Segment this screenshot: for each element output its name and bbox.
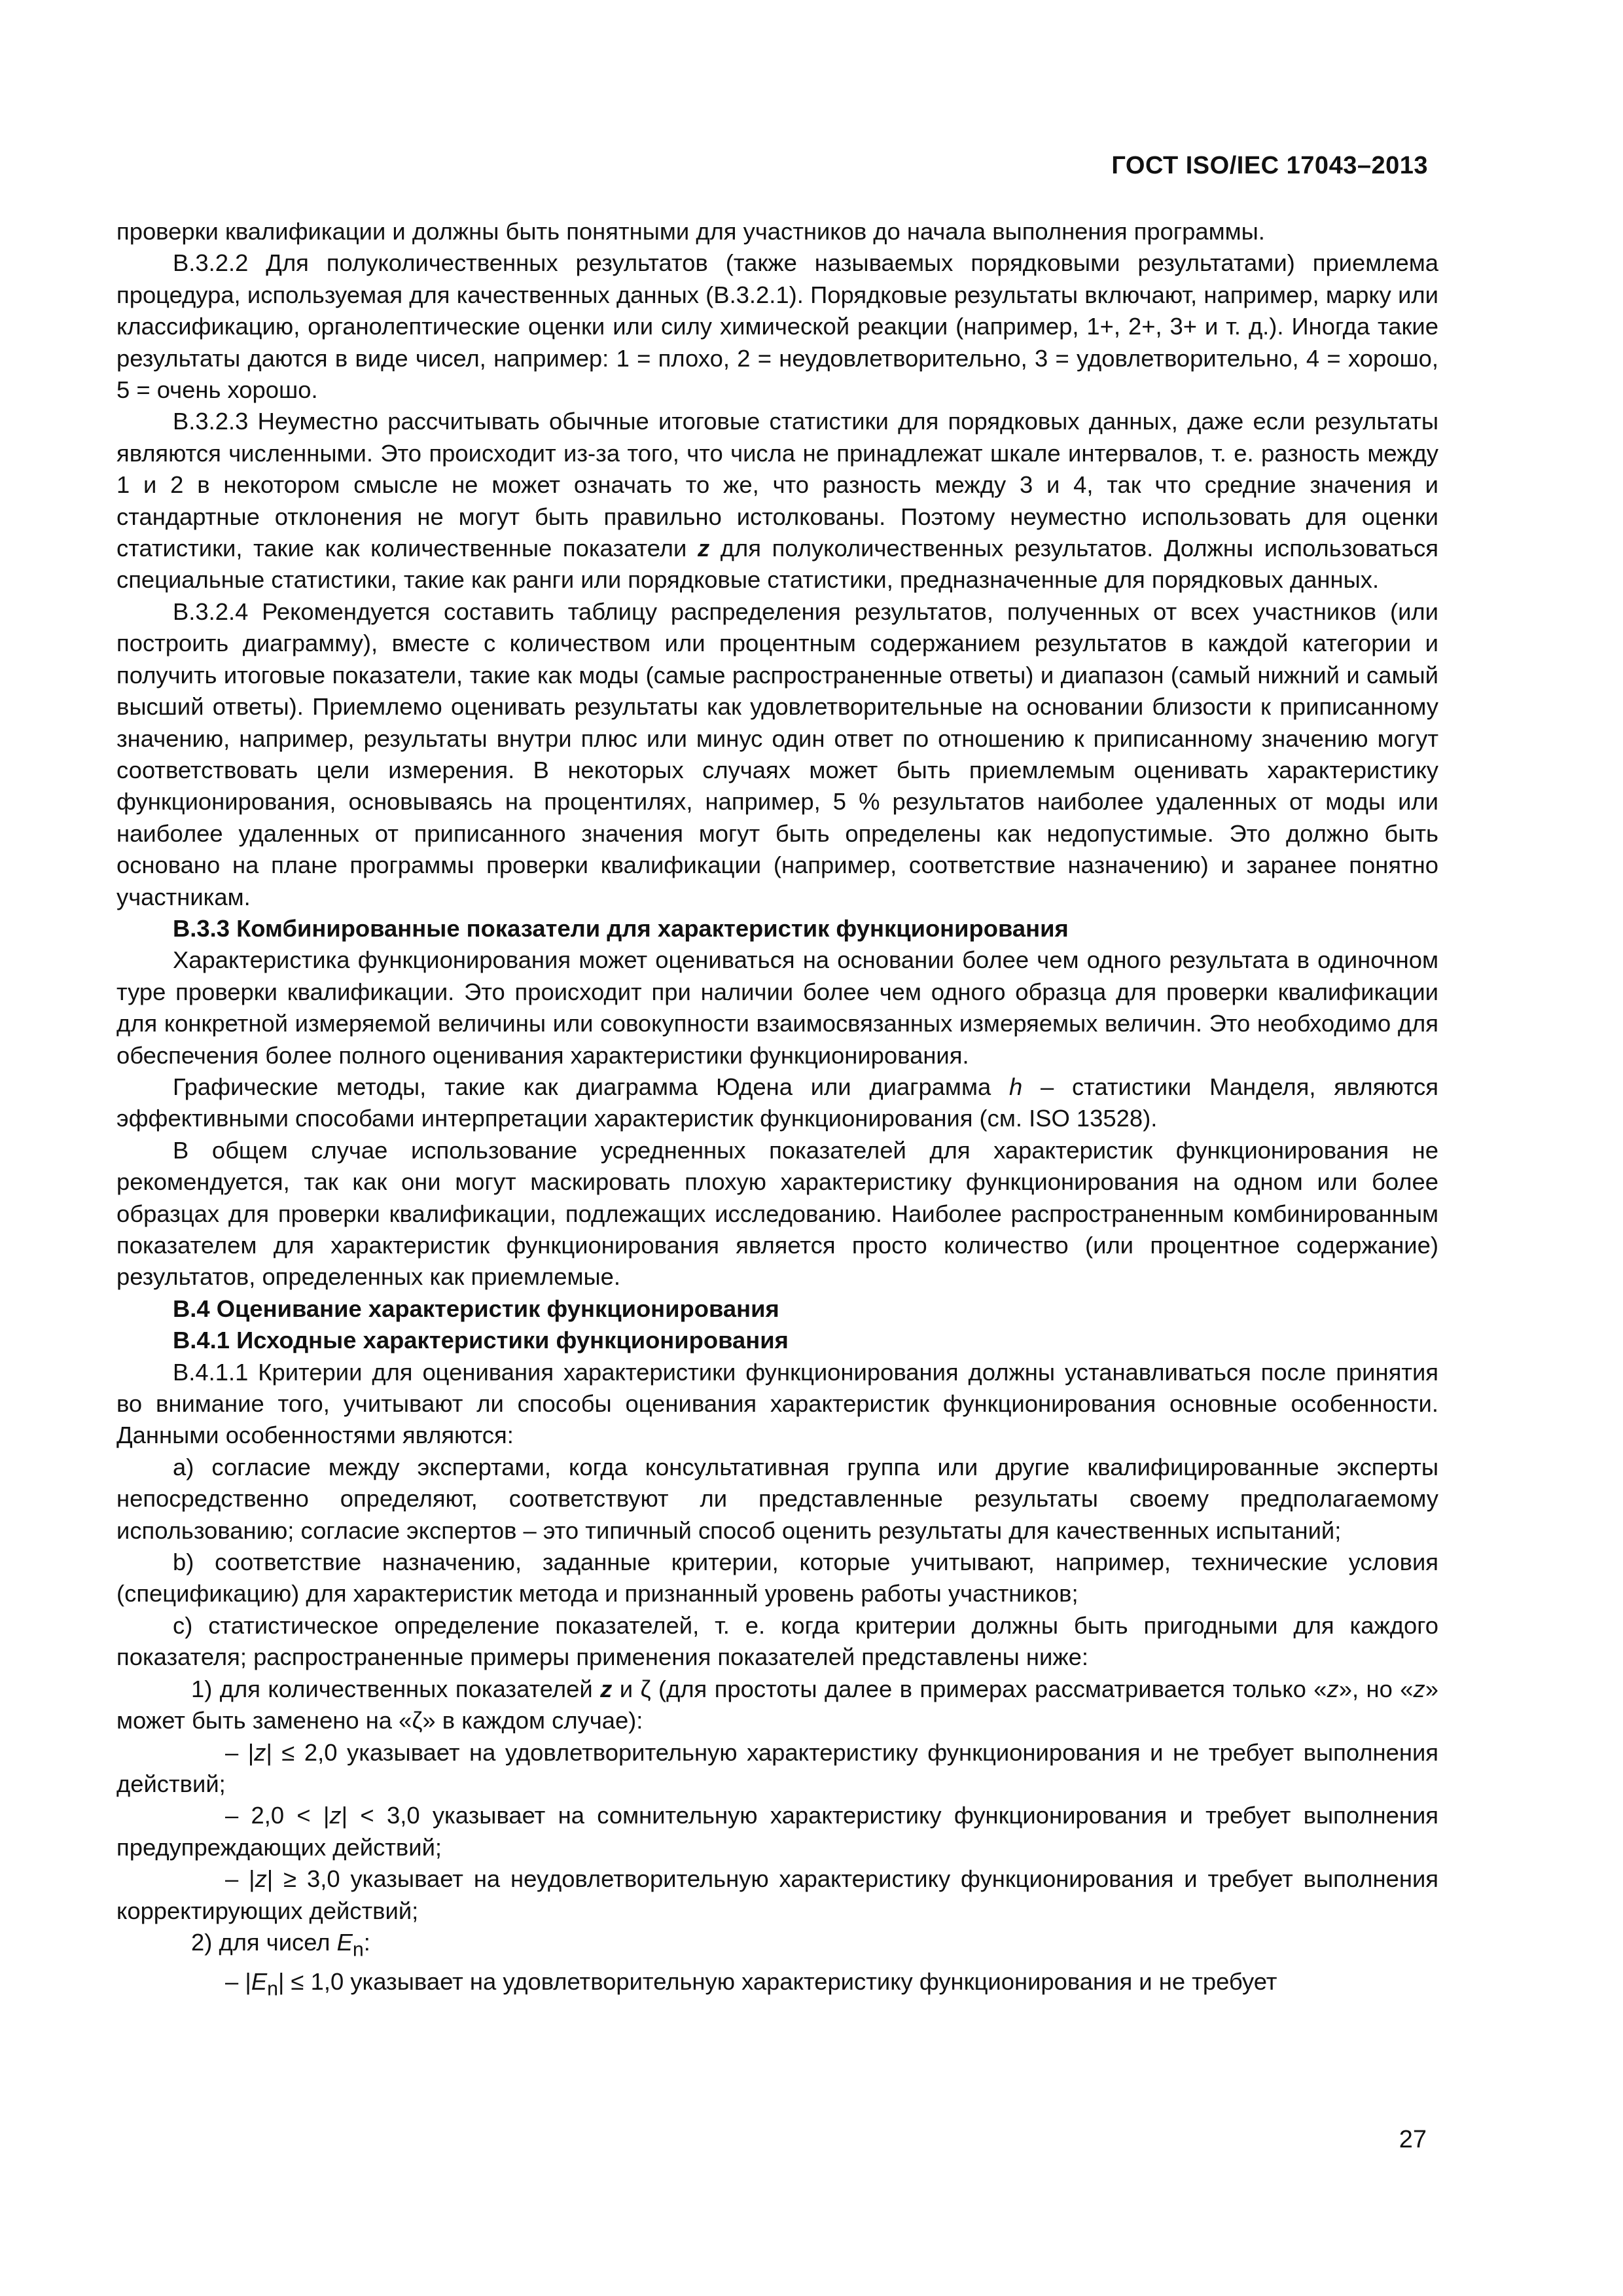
text-run: – 2,0 < | (225, 1802, 330, 1829)
text-run: – статистики Манделя, являются эффективными способами интерпретации характеристик функционирования (см. ISO 13528). (116, 1073, 1438, 1132)
text-run: | ≤ 1,0 указывает на удовлетворительную характеристику функционирования и не требует (277, 1967, 1277, 1995)
section-heading-b-4-1: В.4.1 Исходные характеристики функционирования (173, 1327, 789, 1354)
symbol-e: E (251, 1967, 268, 1995)
dash-item (116, 1737, 1438, 1801)
symbol-z: z (1413, 1675, 1425, 1702)
dash-item (116, 1863, 1438, 1927)
list-item-b: b) соответствие назначению, заданные критерии, которые учитывают, например, технические условия (спецификацию) для характеристик метода и признанный уровень работы участников; (116, 1549, 1438, 1607)
text-run: В.3.2.3 Неуместно рассчитывать обычные итоговые статистики для порядковых данных, даже если результаты являются численными. Это происходит из-за того, что числа не принадлежат шкале интервалов, т. е. разность между 1 и 2 в некотором смысле не может означать то же, что разность между 3 и 4, так что средние значения и стандартные отклонения не могут быть правильно истолкованы. Поэтому неуместно использовать для оценки статистики, такие как количественные показатели (116, 408, 1438, 562)
dash-item (116, 1800, 1438, 1863)
paragraph-b-4-1-1: В.4.1.1 Критерии для оценивания характеристики функционирования должны устанавливаться после принятия во внимание того, учитывают ли способы оценивания характеристик функционирования основные особенности. Данными особенностями являются: (116, 1358, 1438, 1449)
list-item-2 (116, 1927, 1438, 1966)
paragraph: Характеристика функционирования может оцениваться на основании более чем одного результата в одиночном туре проверки квалификации. Это происходит при наличии более чем одного образца для проверки квалификации для конкретной измеряемой величины или совокупности взаимосвязанных измеряемых величин. Это необходимо для обеспечения более полного оценивания характеристики функционирования. (116, 946, 1438, 1069)
paragraph-b-3-2-3 (116, 406, 1438, 596)
text-run: | ≥ 3,0 указывает на неудовлетворительную характеристику функционирования и требует выполнения корректирующих действий; (116, 1865, 1438, 1924)
subscript-n: n (267, 1977, 278, 2000)
section-heading-b-3-3: В.3.3 Комбинированные показатели для характеристик функционирования (173, 914, 1069, 942)
symbol-z: z (1327, 1675, 1339, 1702)
text-run: – | (225, 1967, 251, 1995)
paragraph-b-3-2-2: В.3.2.2 Для полуколичественных результатов (также называемых порядковыми результатами) приемлема процедура, используемая для качественных данных (В.3.2.1). Порядковые результаты включают, например, марку или классификацию, органолептические оценки или силу химической реакции (например, 1+, 2+, 3+ и т. д.). Иногда такие результаты даются в виде чисел, например: 1 = плохо, 2 = неудовлетворительно, 3 = удовлетворительно, 4 = хорошо, 5 = очень хорошо. (116, 249, 1438, 404)
subscript-n: n (352, 1939, 364, 1961)
text-run: », но « (1338, 1675, 1414, 1702)
list-item-1 (116, 1674, 1438, 1737)
text-run: 1) для количественных показателей (191, 1675, 601, 1702)
text-run: » может быть заменено на «ζ» в каждом случае): (116, 1675, 1438, 1734)
text-run: и ζ (для простоты далее в примерах рассматривается только « (612, 1675, 1327, 1702)
text-run: – | (225, 1865, 255, 1893)
document-header: ГОСТ ISO/IEC 17043–2013 (1111, 152, 1428, 179)
paragraph: проверки квалификации и должны быть понятными для участников до начала выполнения программы. (116, 218, 1265, 245)
text-run: | < 3,0 указывает на сомнительную характеристику функционирования и требует выполнения предупреждающих действий; (116, 1802, 1438, 1861)
text-run: Графические методы, такие как диаграмма Юдена или диаграмма (173, 1073, 1009, 1100)
symbol-z: z (600, 1675, 613, 1702)
text-run: – | (225, 1738, 255, 1766)
paragraph (116, 1071, 1438, 1135)
text-run: 2) для чисел (191, 1928, 337, 1956)
dash-item (116, 1966, 1438, 2005)
page-number: 27 (1399, 2126, 1427, 2153)
text-run: для полуколичественных результатов. Должны использоваться специальные статистики, такие как ранги или порядковые статистики, предназначенные для порядковых данных. (116, 535, 1438, 594)
symbol-z: z (254, 1738, 266, 1766)
text-run: : (363, 1928, 370, 1956)
text-run: | ≤ 2,0 указывает на удовлетворительную характеристику функционирования и не требует выполнения действий; (116, 1738, 1438, 1797)
list-item-c: с) статистическое определение показателей, т. е. когда критерии должны быть пригодными для каждого показателя; распространенные примеры применения показателей представлены ниже: (116, 1611, 1438, 1671)
symbol-e: E (336, 1928, 353, 1956)
document-body (116, 216, 1438, 2005)
paragraph-b-3-2-4: В.3.2.4 Рекомендуется составить таблицу распределения результатов, полученных от всех участников (или построить диаграмму), вместе с количеством или процентным содержанием результатов в каждой категории и получить итоговые показатели, такие как моды (самые распространенные ответы) и диапазон (самый нижний и самый высший ответы). Приемлемо оценивать результаты как удовлетворительные на основании близости к приписанному значению, например, результаты внутри плюс или минус один ответ по отношению к приписанному значению могут соответствовать цели измерения. В некоторых случаях может быть приемлемым оценивать характеристику функционирования, основываясь на процентилях, например, 5 % результатов наиболее удаленных от моды или наиболее удаленных от приписанного значения могут быть определены как недопустимые. Это должно быть основано на плане программы проверки квалификации (например, соответствие назначению) и заранее понятно участникам. (116, 598, 1438, 910)
symbol-h: h (1008, 1073, 1023, 1100)
symbol-z: z (255, 1865, 267, 1893)
list-item-a: а) согласие между экспертами, когда консультативная группа или другие квалифицированные эксперты непосредственно определяют, соответствуют ли представленные результаты своему предполагаемому использованию; согласие экспертов – это типичный способ оценить результаты для качественных испытаний; (116, 1453, 1438, 1544)
symbol-z: z (329, 1802, 342, 1829)
symbol-z: z (697, 535, 710, 562)
paragraph: В общем случае использование усредненных показателей для характеристик функционирования не рекомендуется, так как они могут маскировать плохую характеристику функционирования на одном или более образцах для проверки квалификации, подлежащих исследованию. Наиболее распространенным комбинированным показателем для характеристик функционирования является просто количество (или процентное содержание) результатов, определенных как приемлемые. (116, 1136, 1438, 1291)
section-heading-b-4: В.4 Оценивание характеристик функционирования (173, 1295, 779, 1322)
